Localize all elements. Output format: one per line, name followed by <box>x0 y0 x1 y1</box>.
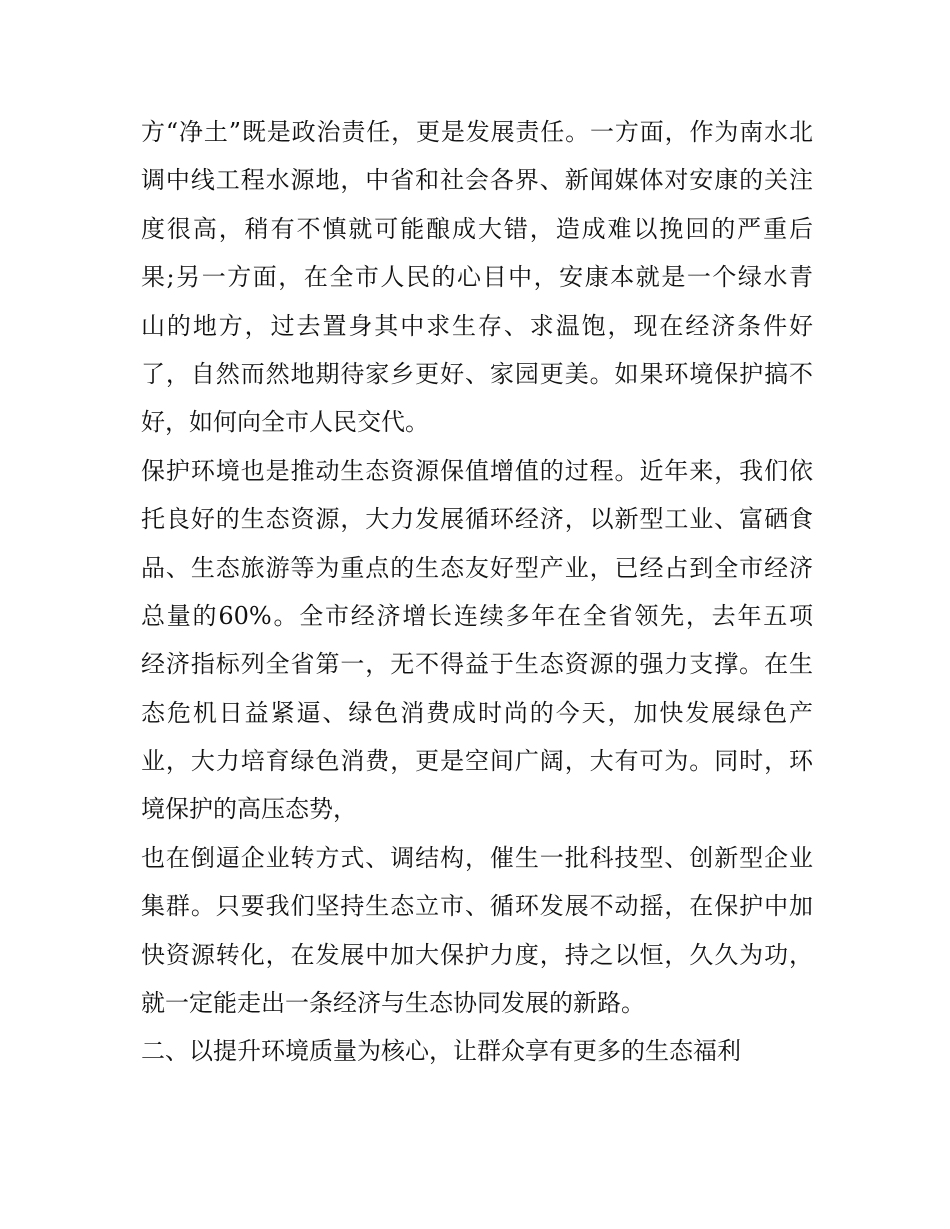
text-line: 度很高，稍有不慎就可能酿成大错，造成难以挽回的严重后 <box>141 214 813 243</box>
text-line: 保护环境也是推动生态资源保值增值的过程。近年来，我们依 <box>141 456 813 485</box>
text-line: 好，如何向全市人民交代。 <box>141 408 429 437</box>
text-line: 果;另一方面，在全市人民的心目中，安康本就是一个绿水青 <box>141 263 813 292</box>
text-line: 品、生态旅游等为重点的生态友好型产业，已经占到全市经济 <box>141 553 813 582</box>
text-line: 境保护的高压态势， <box>141 795 357 824</box>
text-line: 就一定能走出一条经济与生态协同发展的新路。 <box>141 989 645 1018</box>
text-line: 方“净土”既是政治责任，更是发展责任。一方面，作为南水北 <box>141 118 813 146</box>
text-line: 经济指标列全省第一，无不得益于生态资源的强力支撑。在生 <box>141 650 813 679</box>
text-line: 业，大力培育绿色消费，更是空间广阔，大有可为。同时，环 <box>141 747 813 776</box>
text-line: 态危机日益紧逼、绿色消费成时尚的今天，加快发展绿色产 <box>141 698 813 727</box>
text-line: 也在倒逼企业转方式、调结构，催生一批科技型、创新型企业 <box>141 843 813 872</box>
section-heading-text: 二、以提升环境质量为核心，让群众享有更多的生态福利 <box>141 1037 741 1066</box>
paragraph-responsibility <box>141 108 813 447</box>
paragraph-ecological-value <box>141 447 813 834</box>
text-line: 托良好的生态资源，大力发展循环经济，以新型工业、富硒食 <box>141 505 813 534</box>
text-line: 了，自然而然地期待家乡更好、家园更美。如果环境保护搞不 <box>141 359 813 388</box>
text-line: 山的地方，过去置身其中求生存、求温饱，现在经济条件好 <box>141 311 813 340</box>
document-body <box>141 108 813 1076</box>
text-line: 总量的60%。全市经济增长连续多年在全省领先，去年五项 <box>141 601 813 630</box>
paragraph-enterprise-transformation <box>141 834 813 1028</box>
section-heading <box>141 1027 813 1075</box>
text-line: 调中线工程水源地，中省和社会各界、新闻媒体对安康的关注 <box>141 166 813 195</box>
text-line: 集群。只要我们坚持生态立市、循环发展不动摇，在保护中加 <box>141 892 813 921</box>
text-line: 快资源转化，在发展中加大保护力度，持之以恒，久久为功， <box>141 940 813 969</box>
